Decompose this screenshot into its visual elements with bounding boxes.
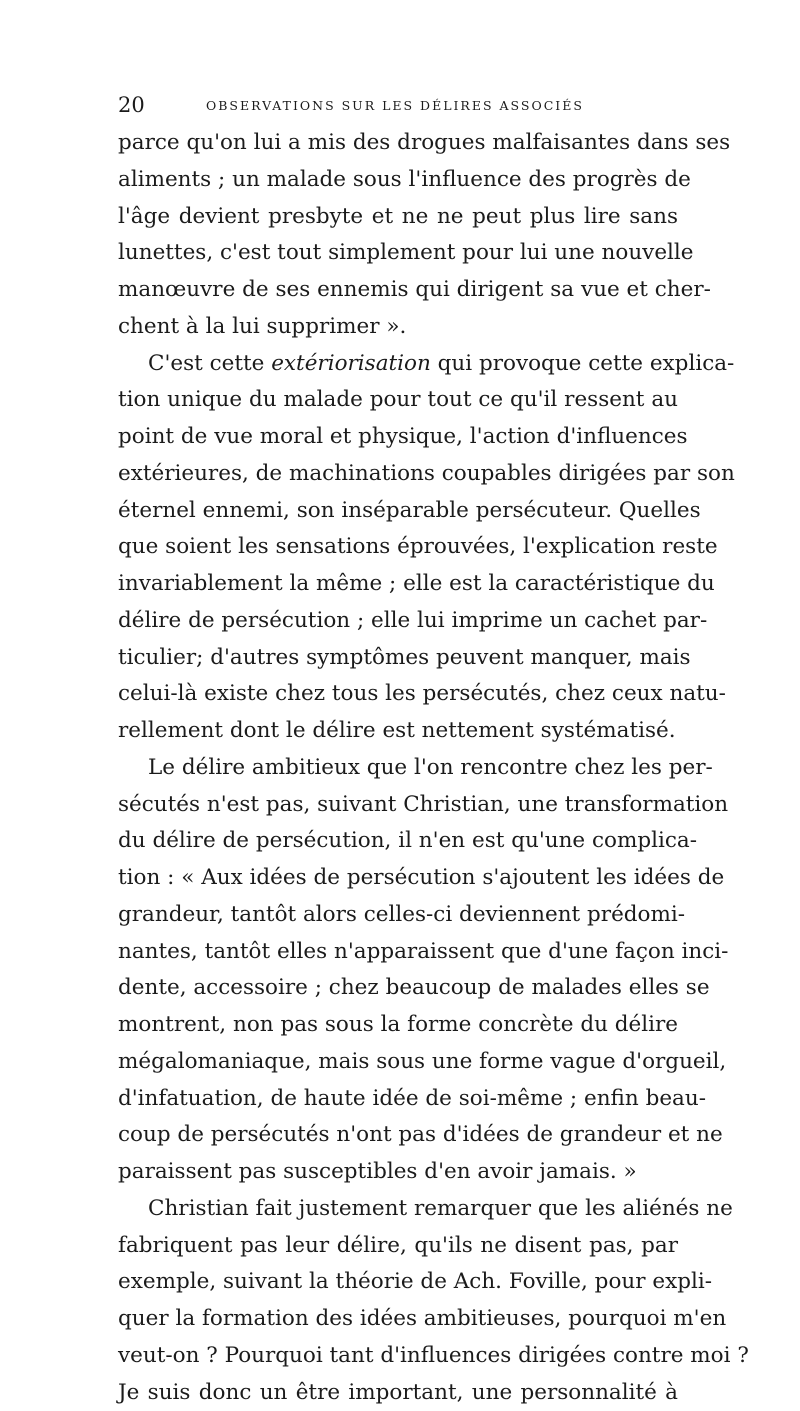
text-line: coup de persécutés n'ont pas d'idées de grandeur et ne (118, 1117, 678, 1154)
text-line: que soient les sensations éprouvées, l'explication reste (118, 529, 678, 566)
text-line: chent à la lui supprimer ». (118, 309, 678, 346)
running-head: OBSERVATIONS SUR LES DÉLIRES ASSOCIÉS (206, 94, 584, 118)
text-line: du délire de persécution, il n'en est qu'une complica- (118, 823, 678, 860)
text-line: ticulier; d'autres symptômes peuvent manquer, mais (118, 640, 678, 677)
text-line: Christian fait justement remarquer que les aliénés ne (118, 1191, 678, 1228)
text-line: parce qu'on lui a mis des drogues malfaisantes dans ses (118, 125, 678, 162)
text-line: grandeur, tantôt alors celles-ci deviennent prédomi- (118, 897, 678, 934)
text-line: nantes, tantôt elles n'apparaissent que d'une façon inci- (118, 934, 678, 971)
text-line: exemple, suivant la théorie de Ach. Foville, pour expli- (118, 1264, 678, 1301)
text-line: lunettes, c'est tout simplement pour lui une nouvelle (118, 235, 678, 272)
text-line: manœuvre de ses ennemis qui dirigent sa vue et cher- (118, 272, 678, 309)
text-fragment: C'est cette (148, 351, 271, 376)
text-line (118, 346, 678, 383)
page-number: 20 (118, 92, 145, 118)
text-line: veut-on ? Pourquoi tant d'influences dirigées contre moi ? (118, 1338, 678, 1375)
text-line: quer la formation des idées ambitieuses, pourquoi m'en (118, 1301, 678, 1338)
text-line: dente, accessoire ; chez beaucoup de malades elles se (118, 970, 678, 1007)
text-fragment: qui provoque cette explica- (431, 351, 735, 376)
text-line: sécutés n'est pas, suivant Christian, une transformation (118, 787, 678, 824)
text-line: éternel ennemi, son inséparable persécuteur. Quelles (118, 493, 678, 530)
text-line: tion : « Aux idées de persécution s'ajoutent les idées de (118, 860, 678, 897)
page-header (118, 92, 678, 118)
text-line: celui-là existe chez tous les persécutés, chez ceux natu- (118, 676, 678, 713)
text-line: paraissent pas susceptibles d'en avoir jamais. » (118, 1154, 678, 1191)
text-line: extérieures, de machinations coupables dirigées par son (118, 456, 678, 493)
text-line: invariablement la même ; elle est la caractéristique du (118, 566, 678, 603)
text-line: Je suis donc un être important, une personnalité à (118, 1375, 678, 1411)
text-line: délire de persécution ; elle lui imprime un cachet par- (118, 603, 678, 640)
text-line: rellement dont le délire est nettement systématisé. (118, 713, 678, 750)
text-line: montrent, non pas sous la forme concrète du délire (118, 1007, 678, 1044)
text-line: l'âge devient presbyte et ne ne peut plus lire sans (118, 199, 678, 236)
text-line: Le délire ambitieux que l'on rencontre chez les per- (118, 750, 678, 787)
text-line: mégalomaniaque, mais sous une forme vague d'orgueil, (118, 1044, 678, 1081)
text-line: d'infatuation, de haute idée de soi-même ; enfin beau- (118, 1081, 678, 1118)
text-line: point de vue moral et physique, l'action d'influences (118, 419, 678, 456)
italic-term: extériorisation (271, 351, 431, 376)
text-line: fabriquent pas leur délire, qu'ils ne disent pas, par (118, 1228, 678, 1265)
body-text (118, 125, 678, 1411)
text-line: aliments ; un malade sous l'influence des progrès de (118, 162, 678, 199)
text-line: tion unique du malade pour tout ce qu'il ressent au (118, 382, 678, 419)
